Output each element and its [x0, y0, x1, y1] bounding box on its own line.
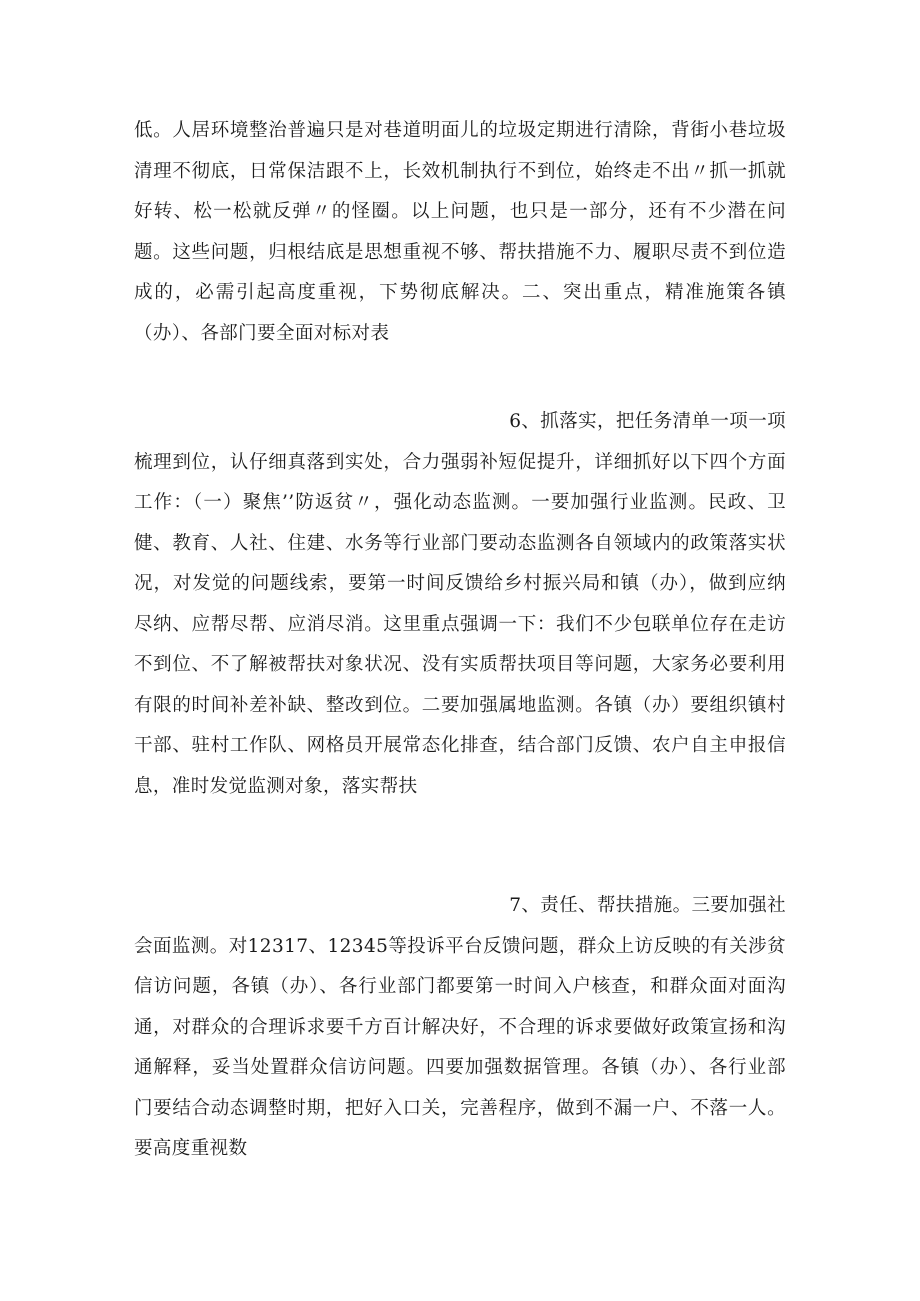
- paragraph-2: 梳理到位，认仔细真落到实处，合力强弱补短促提升，详细抓好以下四个方面工作：（一）聚焦’’防返贫〃，强化动态监测。一要加强行业监测。民政、卫健、教育、人社、住建、水务等行业部门要动态监测各自领域内的政策落实状况，对发觉的问题线索，要第一时间反馈给乡村振兴局和镇（办），做到应纳尽纳、应帮尽帮、应消尽消。这里重点强调一下：我们不少包联单位存在走访不到位、不了解被帮扶对象状况、没有实质帮扶项目等问题，大家务必要利用有限的时间补差补缺、整改到位。二要加强属地监测。各镇（办）要组织镇村干部、驻村工作队、网格员开展常态化排查，结合部门反馈、农户自主申报信息，准时发觉监测对象，落实帮扶: [134, 451, 786, 797]
- paragraph-3: 会面监测。对12317、12345等投诉平台反馈问题，群众上访反映的有关涉贫信访问题，各镇（办）、各行业部门都要第一时间入户核查，和群众面对面沟通，对群众的合理诉求要千方百计解决好，不合理的诉求要做好政策宣扬和沟通解释，妥当处置群众信访问题。四要加强数据管理。各镇（办）、各行业部门要结合动态调整时期，把好入口关，完善程序，做到不漏一户、不落一人。要高度重视数: [134, 935, 786, 1159]
- paragraph-1: 低。人居环境整治普遍只是对巷道明面儿的垃圾定期进行清除，背街小巷垃圾清理不彻底，日常保洁跟不上，长效机制执行不到位，始终走不出〃抓一抓就好转、松一松就反弹〃的怪圈。以上问题，也只是一部分，还有不少潜在问题。这些问题，归根结底是思想重视不够、帮扶措施不力、履职尽责不到位造成的，必需引起高度重视，下势彻底解决。二、突出重点，精准施策各镇（办）、各部门要全面对标对表: [134, 120, 786, 344]
- section-7-heading: 7、责任、帮扶措施。三要加强社: [509, 895, 786, 916]
- text-block-1: [134, 111, 786, 354]
- section-6-heading: 6、抓落实，把任务清单一项一项: [509, 411, 786, 432]
- text-block-3: [134, 886, 786, 1170]
- text-block-2: [134, 402, 786, 807]
